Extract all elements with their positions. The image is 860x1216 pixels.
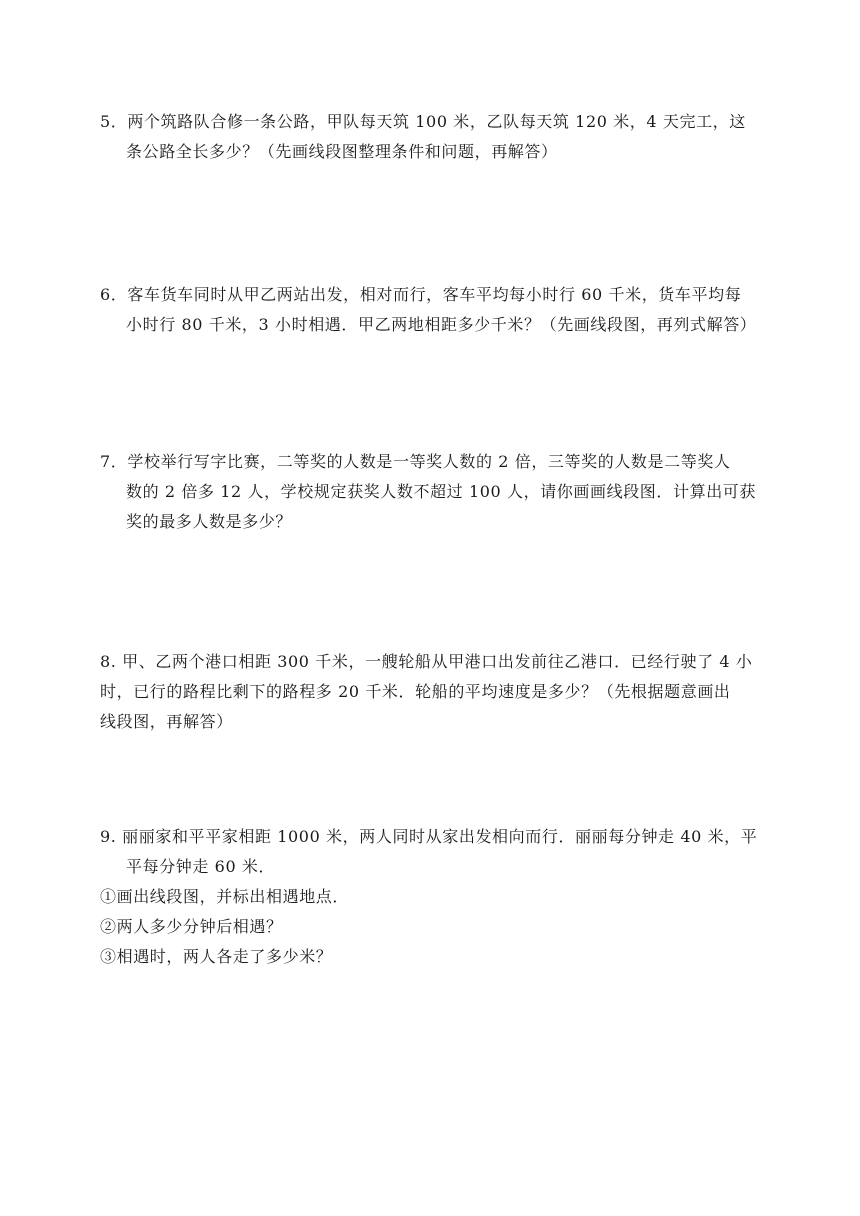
problem-8-line-2: 时，已行的路程比剩下的路程多 20 千米．轮船的平均速度是多少？（先根据题意画出 <box>100 682 731 701</box>
problem-9-subitem-3: ③相遇时，两人各走了多少米？ <box>100 947 333 966</box>
problem-7-line-3: 奖的最多人数是多少？ <box>126 512 293 531</box>
problem-6 <box>100 280 760 340</box>
problem-5-line-1: 5．两个筑路队合修一条公路，甲队每天筑 100 米，乙队每天筑 120 米，4 天完工，这 <box>100 112 746 131</box>
problem-7 <box>100 447 760 537</box>
problem-9-subitem-2: ②两人多少分钟后相遇？ <box>100 917 283 936</box>
problem-6-line-1: 6．客车货车同时从甲乙两站出发，相对而行，客车平均每小时行 60 千米，货车平均每 <box>100 285 742 304</box>
problem-9-line-2: 平每分钟走 60 米． <box>126 857 276 876</box>
problem-5-line-2: 条公路全长多少？（先画线段图整理条件和问题，再解答） <box>126 142 558 161</box>
problem-7-line-1: 7．学校举行写字比赛，二等奖的人数是一等奖人数的 2 倍，三等奖的人数是二等奖人 <box>100 452 731 471</box>
problem-9 <box>100 822 760 972</box>
problem-8-line-1: 8. 甲、乙两个港口相距 300 千米，一艘轮船从甲港口出发前往乙港口．已经行驶了 4 小 <box>100 652 753 671</box>
problem-9-line-1: 9. 丽丽家和平平家相距 1000 米，两人同时从家出发相向而行．丽丽每分钟走 40 米，平 <box>100 827 758 846</box>
problem-9-subitem-1: ①画出线段图，并标出相遇地点． <box>100 887 350 906</box>
problem-7-line-2: 数的 2 倍多 12 人，学校规定获奖人数不超过 100 人，请你画画线段图．计算出可获 <box>126 482 756 501</box>
problem-8 <box>100 647 760 737</box>
problem-6-line-2: 小时行 80 千米，3 小时相遇．甲乙两地相距多少千米？（先画线段图，再列式解答） <box>126 315 757 334</box>
problem-5 <box>100 107 760 167</box>
problem-8-line-3: 线段图，再解答） <box>100 712 233 731</box>
